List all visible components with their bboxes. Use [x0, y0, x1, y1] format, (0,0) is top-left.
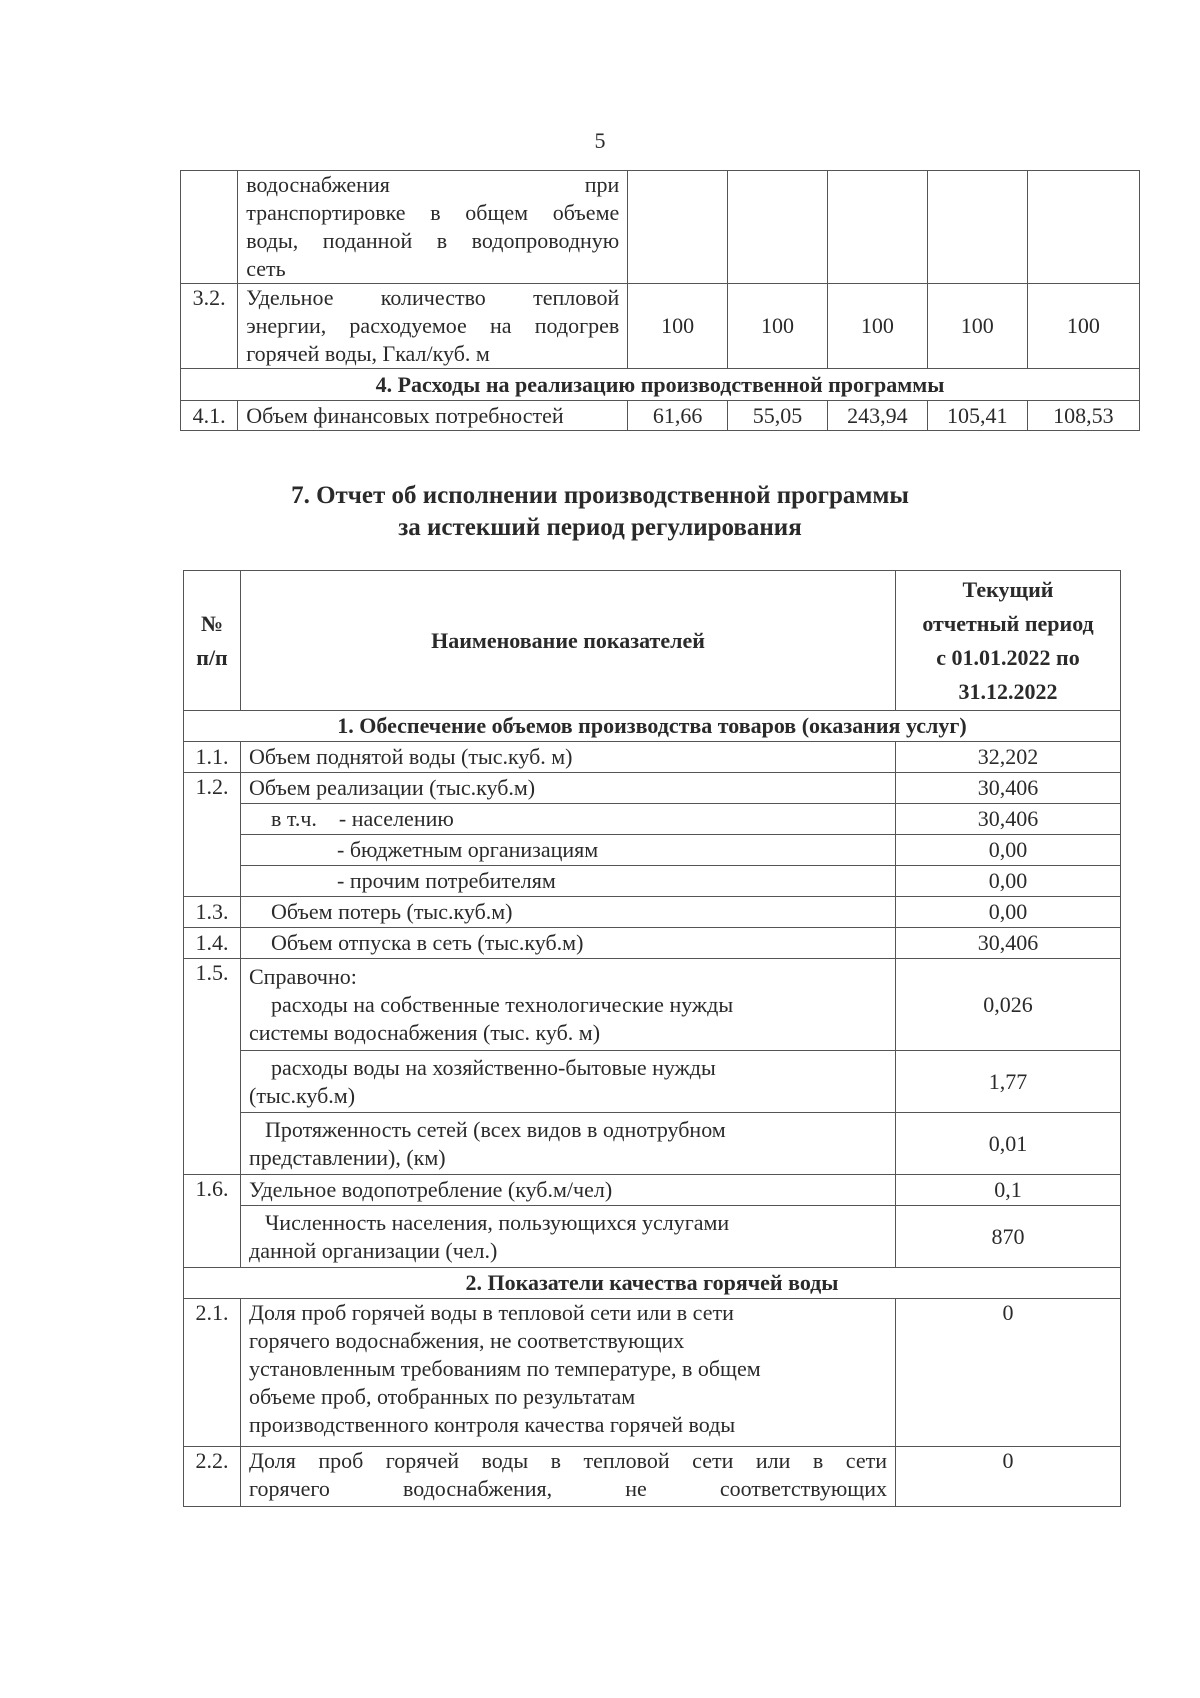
value-cell: 1,77 [896, 1051, 1121, 1113]
section-7-title [0, 480, 1200, 544]
text-line: расходы на собственные технологические нужды [271, 991, 734, 1017]
text-line: расходы воды на хозяйственно-бытовые нужды [271, 1054, 716, 1080]
indicator-name-cell [238, 171, 628, 284]
row-number-cell: 1.2. [184, 773, 241, 897]
text-line: транспортировке в общем объеме [246, 200, 620, 225]
table-row [181, 171, 1140, 284]
header-line: № [200, 610, 224, 636]
row-number-cell: 1.1. [184, 742, 241, 773]
value-cell [628, 171, 728, 284]
table-row [184, 959, 1121, 1051]
row-number-cell: 2.1. [184, 1299, 241, 1447]
value-cell: 0,00 [896, 897, 1121, 928]
indicator-name-cell: Объем финансовых потребностей [238, 401, 628, 431]
indicator-name-cell: - бюджетным организациям [241, 835, 896, 866]
indicator-name-cell [241, 1113, 896, 1175]
table-header-row [184, 571, 1121, 711]
table-row [181, 284, 1140, 369]
indicator-name-cell: в т.ч. - населению [241, 804, 896, 835]
indicator-name-cell [241, 1299, 896, 1447]
value-cell: 0,00 [896, 835, 1121, 866]
text-line: Справочно: [249, 963, 357, 989]
table-row [184, 773, 1121, 804]
table-row [184, 1113, 1121, 1175]
value-cell: 30,406 [896, 804, 1121, 835]
column-header-period [896, 571, 1121, 711]
row-number-cell: 1.4. [184, 928, 241, 959]
indicator-name-cell: Объем реализации (тыс.куб.м) [241, 773, 896, 804]
value-cell: 100 [827, 284, 927, 369]
indicator-name-cell [241, 1051, 896, 1113]
header-line: п/п [196, 644, 228, 670]
text-line: производственного контроля качества горячей воды [249, 1412, 736, 1437]
text-line: сеть [246, 256, 286, 281]
value-cell: 55,05 [728, 401, 828, 431]
value-cell: 108,53 [1027, 401, 1139, 431]
value-cell: 0,1 [896, 1175, 1121, 1206]
text-line: объеме проб, отобранных по результатам [249, 1384, 636, 1409]
text-line: Доля проб горячей воды в тепловой сети или в сети [249, 1300, 734, 1325]
indicator-name-cell [241, 1206, 896, 1268]
value-cell [927, 171, 1027, 284]
indicator-name-cell [241, 1447, 896, 1507]
value-cell [1027, 171, 1139, 284]
section-row [184, 711, 1121, 742]
text-line: Численность населения, пользующихся услугами [265, 1209, 730, 1235]
text-line: представлении), (км) [249, 1144, 446, 1170]
table-row [184, 1175, 1121, 1206]
value-cell: 105,41 [927, 401, 1027, 431]
column-header-name: Наименование показателей [241, 571, 896, 711]
table-row [184, 804, 1121, 835]
row-number-cell: 1.5. [184, 959, 241, 1175]
text-line: энергии, расходуемое на подогрев [246, 313, 620, 338]
title-line: 7. Отчет об исполнении производственной программы [291, 482, 909, 509]
text-line: водоснабжения при [246, 172, 620, 197]
page-number: 5 [594, 128, 606, 153]
header-line: с 01.01.2022 по [936, 644, 1080, 670]
table-row [184, 897, 1121, 928]
text-line: (тыс.куб.м) [249, 1082, 356, 1108]
value-cell [728, 171, 828, 284]
value-cell: 870 [896, 1206, 1121, 1268]
value-cell: 100 [927, 284, 1027, 369]
value-cell: 0,00 [896, 866, 1121, 897]
text-line: Протяженность сетей (всех видов в однотрубном [265, 1116, 726, 1142]
text-line: горячего водоснабжения, не соответствующих [249, 1328, 685, 1353]
value-cell: 100 [728, 284, 828, 369]
table-row [184, 835, 1121, 866]
header-line: Текущий [962, 576, 1054, 602]
value-cell: 32,202 [896, 742, 1121, 773]
text-line: Удельное количество тепловой [246, 285, 620, 310]
text-line: горячего водоснабжения, не соответствующих [249, 1476, 887, 1501]
row-number-cell [181, 171, 238, 284]
text-line: установленным требованиям по температуре, в общем [249, 1356, 761, 1381]
value-cell: 0,01 [896, 1113, 1121, 1175]
execution-report-table [183, 570, 1121, 1507]
indicator-name-cell: - прочим потребителям [241, 866, 896, 897]
row-number-cell: 1.6. [184, 1175, 241, 1268]
table-row [184, 1206, 1121, 1268]
value-cell: 0,026 [896, 959, 1121, 1051]
indicator-name-cell: Удельное водопотребление (куб.м/чел) [241, 1175, 896, 1206]
value-cell: 0 [896, 1447, 1121, 1507]
header-line: 31.12.2022 [958, 678, 1058, 704]
indicator-name-cell: Объем потерь (тыс.куб.м) [241, 897, 896, 928]
header-line: отчетный период [922, 610, 1094, 636]
column-header-number [184, 571, 241, 711]
indicator-name-cell [241, 959, 896, 1051]
production-program-table-continued [180, 170, 1140, 431]
table-row [184, 928, 1121, 959]
table-row [181, 401, 1140, 431]
value-cell [827, 171, 927, 284]
table-row [184, 1299, 1121, 1447]
row-number-cell: 2.2. [184, 1447, 241, 1507]
section-row [181, 369, 1140, 401]
section-heading: 4. Расходы на реализацию производственной программы [181, 369, 1140, 401]
text-line: Доля проб горячей воды в тепловой сети или в сети [249, 1448, 887, 1473]
indicator-name-cell [238, 284, 628, 369]
value-cell: 30,406 [896, 928, 1121, 959]
section-row [184, 1268, 1121, 1299]
indicator-name-cell: Объем отпуска в сеть (тыс.куб.м) [241, 928, 896, 959]
indicator-name-cell: Объем поднятой воды (тыс.куб. м) [241, 742, 896, 773]
text-line: данной организации (чел.) [249, 1237, 498, 1263]
value-cell: 100 [1027, 284, 1139, 369]
title-line: за истекший период регулирования [398, 514, 802, 541]
value-cell: 0 [896, 1299, 1121, 1447]
value-cell: 30,406 [896, 773, 1121, 804]
table-row [184, 1051, 1121, 1113]
value-cell: 100 [628, 284, 728, 369]
value-cell: 61,66 [628, 401, 728, 431]
text-line: воды, поданной в водопроводную [246, 228, 620, 253]
section-heading: 1. Обеспечение объемов производства товаров (оказания услуг) [184, 711, 1121, 742]
table-row [184, 866, 1121, 897]
table-row [184, 1447, 1121, 1507]
text-line: системы водоснабжения (тыс. куб. м) [249, 1019, 601, 1045]
row-number-cell: 4.1. [181, 401, 238, 431]
section-heading: 2. Показатели качества горячей воды [184, 1268, 1121, 1299]
value-cell: 243,94 [827, 401, 927, 431]
text-line: горячей воды, Гкал/куб. м [246, 341, 490, 366]
row-number-cell: 1.3. [184, 897, 241, 928]
table-row [184, 742, 1121, 773]
row-number-cell: 3.2. [181, 284, 238, 369]
